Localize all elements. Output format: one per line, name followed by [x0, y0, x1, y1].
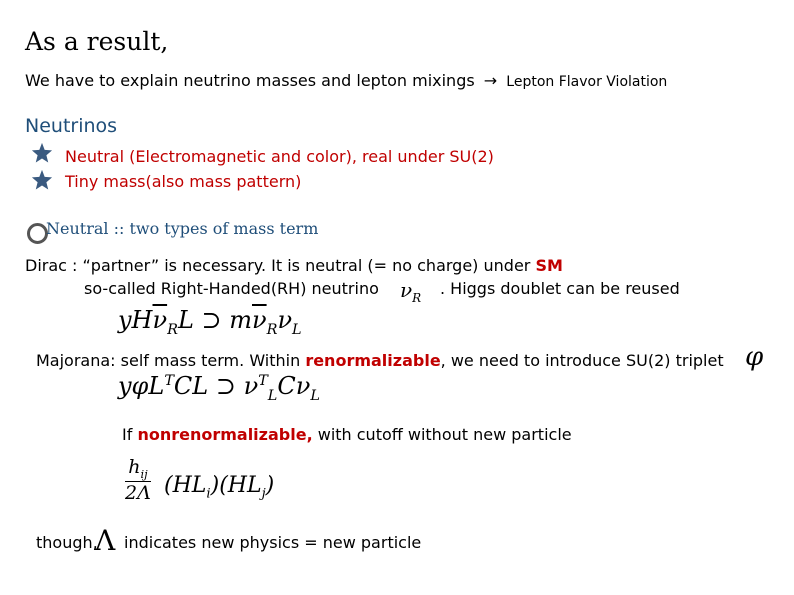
- arrow-icon: →: [483, 71, 498, 90]
- dirac-line-1: [25, 256, 563, 275]
- bullet-2: Tiny mass(also mass pattern): [65, 172, 302, 191]
- subtitle-text: We have to explain neutrino masses and lepton mixings: [25, 71, 475, 90]
- subtitle-line: [25, 71, 667, 90]
- star-icon: [31, 169, 53, 191]
- majorana-line: [36, 351, 724, 370]
- section-heading: Neutrinos: [25, 115, 118, 137]
- new-physics-text: indicates new physics = new particle: [124, 533, 422, 552]
- nonrenorm-suffix: with cutoff without new particle: [312, 425, 572, 444]
- sm-keyword: SM: [535, 256, 563, 275]
- weinberg-fraction: $h_{ij}$ 2Λ: [125, 456, 151, 504]
- dirac-line-2: so-called Right-Handed(RH) neutrino: [84, 279, 379, 298]
- phi-symbol: φ: [745, 342, 764, 372]
- though-text: though,: [36, 533, 98, 552]
- bullet-1: Neutral (Electromagnetic and color), real under SU(2): [65, 147, 494, 166]
- nonrenorm-line: [122, 425, 572, 444]
- circle-icon: [27, 223, 48, 244]
- nonrenorm-prefix: If: [122, 425, 138, 444]
- subtitle-tail: Lepton Flavor Violation: [506, 74, 668, 90]
- dirac-text: Dirac : “partner” is necessary. It is neutral (= no charge) under: [25, 256, 536, 275]
- majorana-text: Majorana: self mass term. Within: [36, 351, 306, 370]
- nonrenormalizable-keyword: nonrenormalizable,: [137, 425, 313, 444]
- nu-r-symbol: $\nu_R$: [400, 278, 422, 305]
- renormalizable-keyword: renormalizable: [305, 351, 441, 370]
- dirac-line-2-tail: . Higgs doublet can be reused: [440, 279, 680, 298]
- weinberg-operator: $(HL_i)(HL_j)$: [164, 473, 275, 502]
- majorana-suffix: , we need to introduce SU(2) triplet: [440, 351, 724, 370]
- majorana-equation: yφL$^T$CL ⊃ $\nu^T_LC\nu_L$: [118, 372, 320, 404]
- lambda-symbol: Λ: [95, 524, 116, 557]
- slide-title: As a result,: [25, 27, 169, 56]
- star-icon: [31, 142, 53, 164]
- neutral-line: Neutral :: two types of mass term: [46, 219, 319, 238]
- dirac-equation: $yH\overline{\nu}_RL$ ⊃ $m\overline{\nu}_R\nu_L$: [118, 306, 302, 338]
